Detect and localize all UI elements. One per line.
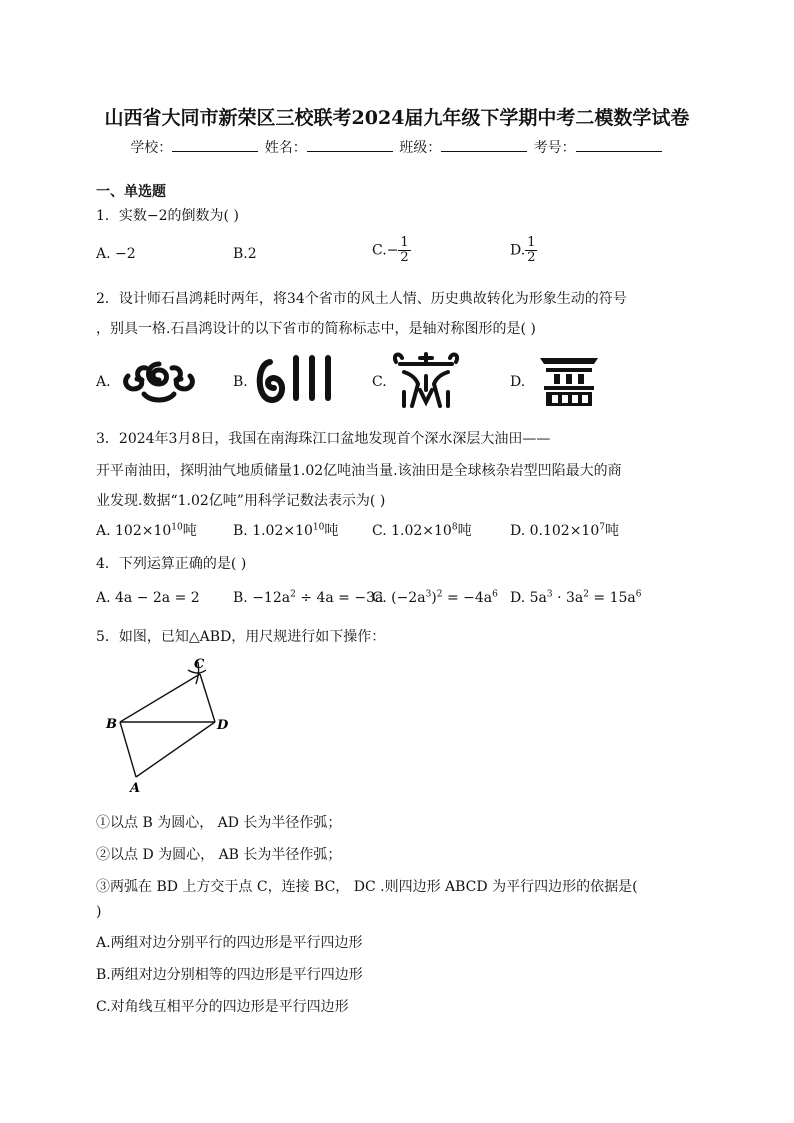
q4-d-part2: · 3a bbox=[552, 590, 584, 606]
q3-option-a bbox=[96, 520, 197, 540]
q2-option-a-label: A. bbox=[96, 374, 111, 390]
q4-c-part3: = −4a bbox=[442, 590, 493, 606]
school-blank[interactable] bbox=[172, 137, 258, 152]
q3-stem-line2: 开平南油田，探明油气地质储量1.02亿吨油当量.该油田是全球核杂岩型凹陷最大的商 bbox=[96, 463, 622, 479]
q5-step1: ①以点 B 为圆心， AD 长为半径作弧； bbox=[96, 815, 342, 831]
label-b: B bbox=[106, 717, 117, 732]
q4-option-b bbox=[233, 590, 383, 606]
class-blank[interactable] bbox=[441, 137, 527, 152]
school-label: 学校： bbox=[130, 140, 173, 156]
q3-a-base: A. 102×10 bbox=[96, 523, 172, 539]
q3-b-base: B. 1.02×10 bbox=[233, 523, 313, 539]
q3-d-base: D. 0.102×10 bbox=[510, 523, 600, 539]
q3-a-exp: 10 bbox=[171, 522, 183, 533]
q2-option-c-label: C. bbox=[372, 374, 387, 390]
pavilion-logo-icon bbox=[390, 350, 462, 410]
q4-b-part2: ÷ 4a = −3a bbox=[295, 590, 384, 606]
q1-option-a: A. −2 bbox=[96, 246, 136, 262]
q3-option-b bbox=[233, 520, 338, 540]
q4-c-part1: C. (−2a bbox=[372, 590, 426, 606]
q1-option-d-fraction bbox=[525, 236, 537, 265]
q4-c-exp3: 6 bbox=[492, 589, 498, 600]
exam-number-blank[interactable] bbox=[576, 137, 662, 152]
q3-d-unit: 吨 bbox=[604, 523, 619, 539]
q4-option-d bbox=[510, 590, 642, 606]
q4-c-exp2: 2 bbox=[436, 589, 443, 600]
q2-option-b-label: B. bbox=[233, 374, 248, 390]
q1-stem: 1．实数−2的倒数为( ) bbox=[96, 208, 239, 224]
q4-stem: 4．下列运算正确的是( ) bbox=[96, 556, 247, 572]
segment-dc bbox=[200, 674, 215, 722]
q5-option-b: B.两组对边分别相等的四边形是平行四边形 bbox=[96, 967, 363, 983]
q3-stem-line1: 3．2024年3月8日，我国在南海珠江口盆地发现首个深水深层大油田—— bbox=[96, 431, 551, 447]
q5-option-a: A.两组对边分别平行的四边形是平行四边形 bbox=[96, 935, 363, 951]
student-info-row bbox=[0, 137, 794, 157]
q4-d-part3: = 15a bbox=[588, 590, 636, 606]
segment-ba bbox=[120, 722, 136, 777]
q4-option-a: A. 4a − 2a = 2 bbox=[96, 590, 200, 606]
q4-d-exp3: 6 bbox=[635, 589, 642, 600]
q2-stem-line2: ，别具一格.石昌鸿设计的以下省市的简称标志中，是轴对称图形的是( ) bbox=[96, 321, 536, 337]
q1-option-c-fraction bbox=[398, 236, 410, 265]
q3-option-c bbox=[372, 520, 472, 540]
q1-d-numerator: 1 bbox=[527, 235, 536, 250]
section-title: 一、单选题 bbox=[96, 184, 166, 200]
q1-d-denominator: 2 bbox=[527, 250, 536, 265]
q3-option-d bbox=[510, 520, 619, 540]
q1-option-b: B.2 bbox=[233, 246, 257, 262]
q4-b-part1: B. −12a bbox=[233, 590, 291, 606]
q4-d-part1: D. 5a bbox=[510, 590, 547, 606]
q3-a-unit: 吨 bbox=[182, 523, 197, 539]
q1-option-c-prefix: C.− bbox=[372, 242, 399, 259]
label-a: A bbox=[130, 781, 141, 796]
q4-d-exp1: 3 bbox=[546, 589, 553, 600]
q1-option-d-prefix: D. bbox=[510, 242, 526, 259]
q4-d-exp2: 2 bbox=[583, 589, 589, 600]
label-d: D bbox=[217, 718, 229, 733]
q4-c-exp1: 3 bbox=[425, 589, 432, 600]
q3-b-exp: 10 bbox=[312, 522, 325, 533]
segment-ad bbox=[136, 722, 215, 777]
cloud-logo-icon bbox=[114, 350, 204, 408]
q4-option-c bbox=[372, 590, 498, 606]
q1-c-denominator: 2 bbox=[400, 250, 409, 265]
q1-option-c bbox=[372, 236, 411, 265]
q4-c-part2: ) bbox=[431, 590, 437, 606]
name-label: 姓名： bbox=[264, 140, 307, 156]
q1-option-d bbox=[510, 236, 537, 265]
building-logo-icon bbox=[536, 350, 602, 410]
parallelogram-figure bbox=[100, 652, 240, 797]
label-c: C bbox=[194, 657, 205, 672]
q3-c-base: C. 1.02×10 bbox=[372, 523, 452, 539]
q5-stem: 5．如图，已知△ABD，用尺规进行如下操作： bbox=[96, 629, 386, 645]
q5-step3-close: ) bbox=[96, 904, 102, 920]
q5-option-c: C.对角线互相平分的四边形是平行四边形 bbox=[96, 999, 349, 1015]
swirl-bars-logo-icon bbox=[252, 350, 336, 408]
q3-d-exp: 7 bbox=[599, 522, 605, 533]
exam-title: 山西省大同市新荣区三校联考2024届九年级下学期中考二模数学试卷 bbox=[104, 107, 690, 129]
name-blank[interactable] bbox=[307, 137, 393, 152]
q2-option-d-label: D. bbox=[510, 374, 526, 390]
class-label: 班级： bbox=[399, 140, 442, 156]
q3-c-exp: 8 bbox=[451, 522, 458, 533]
q1-c-numerator: 1 bbox=[400, 235, 409, 250]
exam-number-label: 考号： bbox=[533, 140, 576, 156]
segment-bc bbox=[120, 674, 200, 722]
q3-stem-line3: 业发现.数据“1.02亿吨”用科学记数法表示为( ) bbox=[96, 493, 386, 509]
q2-stem-line1: 2．设计师石昌鸿耗时两年，将34个省市的风土人情、历史典故转化为形象生动的符号 bbox=[96, 291, 627, 307]
q3-b-unit: 吨 bbox=[324, 523, 339, 539]
q4-b-exp1: 2 bbox=[290, 589, 296, 600]
q3-c-unit: 吨 bbox=[457, 523, 472, 539]
q5-step2: ②以点 D 为圆心， AB 长为半径作弧； bbox=[96, 847, 342, 863]
q5-step3: ③两弧在 BD 上方交于点 C，连接 BC， DC .则四边形 ABCD 为平行四边形的依据是( bbox=[96, 879, 638, 895]
